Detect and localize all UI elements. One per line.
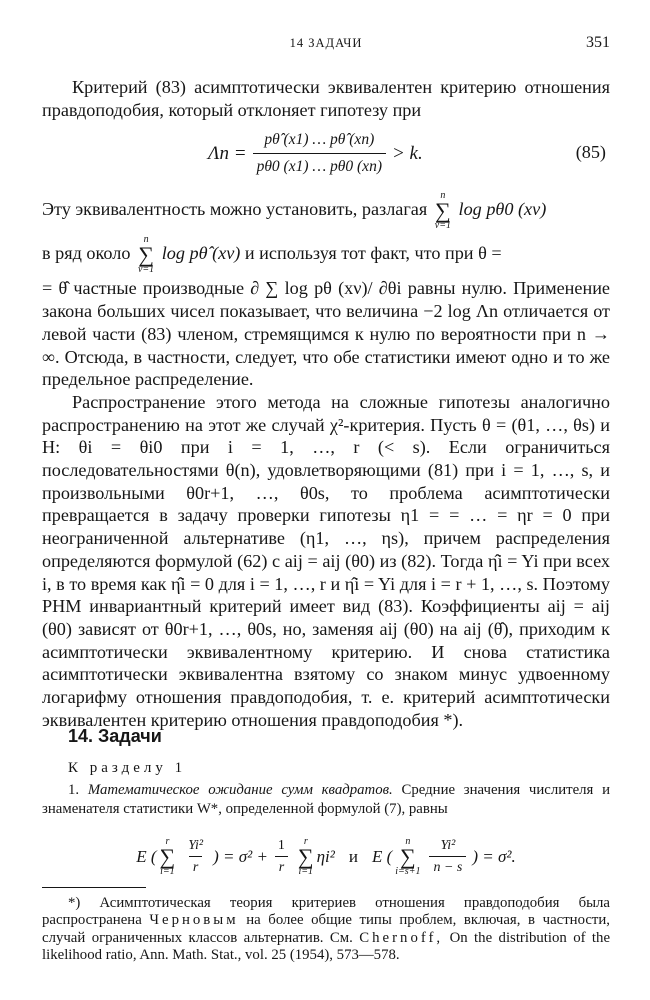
paragraph-2-line-2 xyxy=(42,235,610,275)
paragraph-1: Критерий (83) асимптотически эквивалентен критерию отношения правдоподобия, который отклоняет гипотезу при xyxy=(42,77,610,120)
fraction-numerator: 1 xyxy=(277,837,285,853)
fraction xyxy=(274,837,289,878)
sum-upper-limit: n xyxy=(405,836,411,847)
sum-symbol xyxy=(298,837,314,877)
footnote-part-2: на более общие типы проблем, включая, в частности, случай ограниченных классов альтернатив. См. xyxy=(42,912,611,946)
page-number: 351 xyxy=(586,34,610,51)
page-header xyxy=(42,36,610,56)
equation-85-rhs: > k. xyxy=(391,142,423,164)
footnote-part-3: On the distribution of the likelihood ratio, Ann. Math. Stat., vol. 25 (1954), 573—578. xyxy=(42,929,611,963)
formula-middle: ) = σ² + xyxy=(213,846,268,866)
sum-symbol xyxy=(160,837,176,877)
log-likelihood-term: log pθ0 (xν) xyxy=(458,199,547,220)
sum-upper-limit: r xyxy=(165,836,170,847)
sum-lower-limit: i=1 xyxy=(298,866,314,877)
equation-85 xyxy=(42,123,610,183)
problem-body: Средние значения числителя и знаменателя статистики W*, определенной формулой (7), равны xyxy=(42,782,611,817)
sum-symbol xyxy=(435,191,451,231)
main-text xyxy=(42,76,610,731)
formula-left-open: E ( xyxy=(136,846,157,866)
fraction-denominator: r xyxy=(275,856,288,878)
paragraph-3: Распространение этого метода на сложные гипотезы аналогично распространению на этот же случай χ²-критерия. Пусть θ = (θ1, …, θs) и H: θi = θi0 при i = 1, …, r (< s). Если ограничиться последовательностями θ(n), удовлетворяющими (81) при i = 1, …, s, и произвольными θ0r+1, …, θ0s, то проблема асимптотически превращается в задачу проверки гипотезы η1 = = … = ηr = 0 при неограниченной альтернативе (η1, …, ηs), причем распределения определяются формулой (62) с aij = aij (θ0) из (82). Тогда η̂i = Yi при всех i, в то время как η̂i = 0 для i = 1, …, r и η̂i = Yi для i = r + 1, …, s. Поэтому РНМ инвариантный критерий имеет вид (83). Коэффициенты aij = aij (θ0) зависят от θ0r+1, …, θ0s, но, заменяя aij (θ0) на aij (θ̂), приходим к асимптотически эквивалентному критерию. И снова статистика асимптотически эквивалентна взятому со знаком минус удвоенному логарифму отношения правдоподобия, т. е. критерий асимптотически эквивалентен критерию отношения правдоподобия *). xyxy=(42,391,610,730)
problem-1 xyxy=(42,781,610,892)
running-head: 14 ЗАДАЧИ xyxy=(289,36,363,50)
paragraph-2-phrase-end: и используя тот факт, что при θ = xyxy=(244,243,502,264)
footnote-text xyxy=(42,895,610,964)
section-heading: 14. Задачи xyxy=(68,726,162,746)
equation-number: (85) xyxy=(575,142,606,163)
paragraph-2-start: Эту эквивалентность можно установить, разлагая xyxy=(42,199,428,220)
log-likelihood-hat-term: log pθ̂ (xν) xyxy=(161,243,241,264)
footnote-name: Черновым xyxy=(149,912,239,929)
sum-lower-limit: i=s+1 xyxy=(395,866,421,877)
sum-symbol xyxy=(138,235,154,275)
paragraph-2-phrase: в ряд около xyxy=(42,243,131,264)
footnote xyxy=(42,895,610,964)
footnote-part-1: *) Асимптотическая теория критериев отношения правдоподобия была распространена xyxy=(42,895,610,929)
sigma-glyph: ∑ xyxy=(159,844,176,869)
likelihood-ratio-fraction xyxy=(253,129,386,178)
fraction-numerator: Yi² xyxy=(188,837,204,853)
fraction xyxy=(184,837,207,878)
subsection-heading: К разделу 1 xyxy=(68,760,187,776)
sum-lower-limit: ν=1 xyxy=(137,264,155,276)
fraction-numerator: Yi² xyxy=(440,837,456,853)
expectation-formula xyxy=(42,822,610,892)
eta-squared: ηi² xyxy=(316,846,335,866)
conjunction: и xyxy=(348,846,358,866)
sum-lower-limit: i=1 xyxy=(160,866,175,877)
sum-upper-limit: n xyxy=(143,234,149,246)
equation-85-lhs: Λn = xyxy=(208,142,247,164)
formula-right: ) = σ². xyxy=(472,846,516,866)
fraction-denominator: n − s xyxy=(429,856,466,878)
fraction-denominator: pθ0 (x1) … pθ0 (xn) xyxy=(253,153,386,179)
fraction xyxy=(429,837,466,878)
equation-85-body xyxy=(208,129,423,178)
problem-1-text xyxy=(42,781,610,818)
fraction-numerator: pθ̂ (x1) … pθ̂ (xn) xyxy=(264,131,375,149)
sigma-glyph: ∑ xyxy=(400,844,416,869)
sum-lower-limit: ν=1 xyxy=(434,220,451,232)
sum-symbol xyxy=(395,837,420,877)
sigma-glyph: ∑ xyxy=(138,242,154,268)
problem-number: 1. xyxy=(68,782,80,798)
problem-title: Математическое ожидание сумм квадратов. xyxy=(87,782,393,798)
footnote-divider xyxy=(42,887,146,888)
formula-left-open: E ( xyxy=(371,846,393,866)
paragraph-2-continued: = θ̂ частные производные ∂ ∑ log pθ (xν)/ ∂θi равны нулю. Применение закона больших чисел показывает, что величина −2 log Λn отличается от левой части (83) членом, стремящимся к нулю по вероятности при n → ∞. Отсюда, в частности, следует, что обе статистики имеют одно и то же предельное распределение. xyxy=(42,278,610,390)
sum-upper-limit: r xyxy=(303,836,308,847)
paragraph-2 xyxy=(42,191,610,231)
sum-upper-limit: n xyxy=(440,190,446,202)
footnote-author: Chernoff, xyxy=(359,929,444,946)
sigma-glyph: ∑ xyxy=(297,844,314,869)
fraction-denominator: r xyxy=(189,856,202,878)
sigma-glyph: ∑ xyxy=(435,198,451,224)
